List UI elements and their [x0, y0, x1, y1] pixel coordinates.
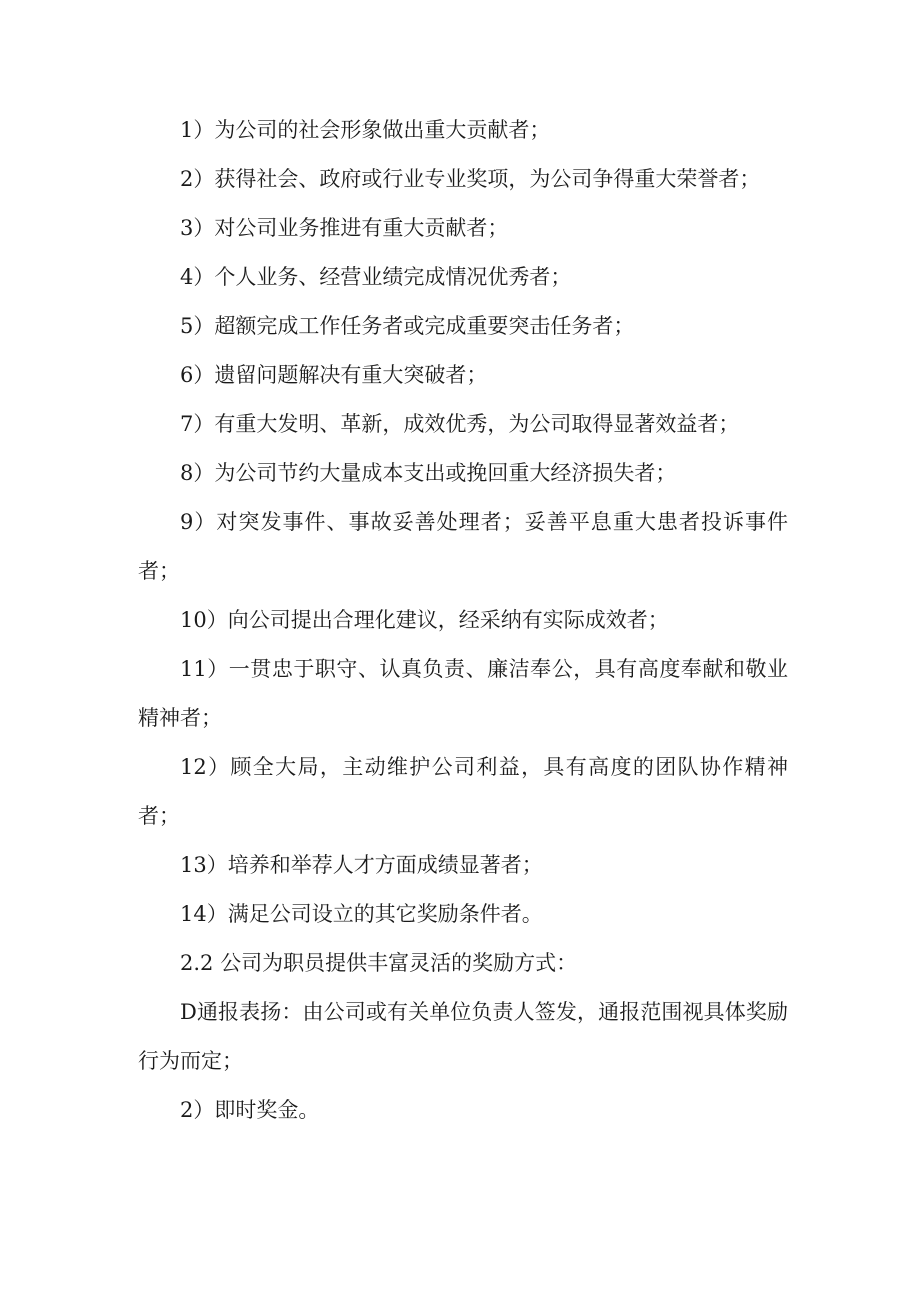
list-item: 11）一贯忠于职守、认真负责、廉洁奉公，具有高度奉献和敬业精神者； — [138, 657, 788, 730]
list-item: 3）对公司业务推进有重大贡献者； — [180, 216, 509, 240]
list-item: 12）顾全大局，主动维护公司利益，具有高度的团队协作精神者； — [138, 755, 788, 828]
list-item: 9）对突发事件、事故妥善处理者；妥善平息重大患者投诉事件者； — [138, 510, 788, 583]
list-item: 13）培养和举荐人才方面成绩显著者； — [180, 853, 543, 877]
list-item: 10）向公司提出合理化建议，经采纳有实际成效者； — [180, 608, 669, 632]
list-item: 1）为公司的社会形象做出重大贡献者； — [180, 118, 551, 142]
document-body — [138, 106, 788, 1135]
list-item: 2）获得社会、政府或行业专业奖项，为公司争得重大荣誉者； — [180, 167, 761, 191]
list-item: D通报表扬：由公司或有关单位负责人签发，通报范围视具体奖励行为而定； — [138, 1000, 788, 1073]
list-item: 14）满足公司设立的其它奖励条件者。 — [180, 902, 543, 926]
list-item: 8）为公司节约大量成本支出或挽回重大经济损失者； — [180, 461, 677, 485]
list-item: 2）即时奖金。 — [180, 1098, 320, 1122]
list-item: 5）超额完成工作任务者或完成重要突击任务者； — [180, 314, 635, 338]
list-item: 6）遗留问题解决有重大突破者； — [180, 363, 488, 387]
section-heading: 2.2 公司为职员提供丰富灵活的奖励方式： — [180, 951, 578, 975]
list-item: 7）有重大发明、革新，成效优秀，为公司取得显著效益者； — [180, 412, 740, 436]
list-item: 4）个人业务、经营业绩完成情况优秀者； — [180, 265, 572, 289]
